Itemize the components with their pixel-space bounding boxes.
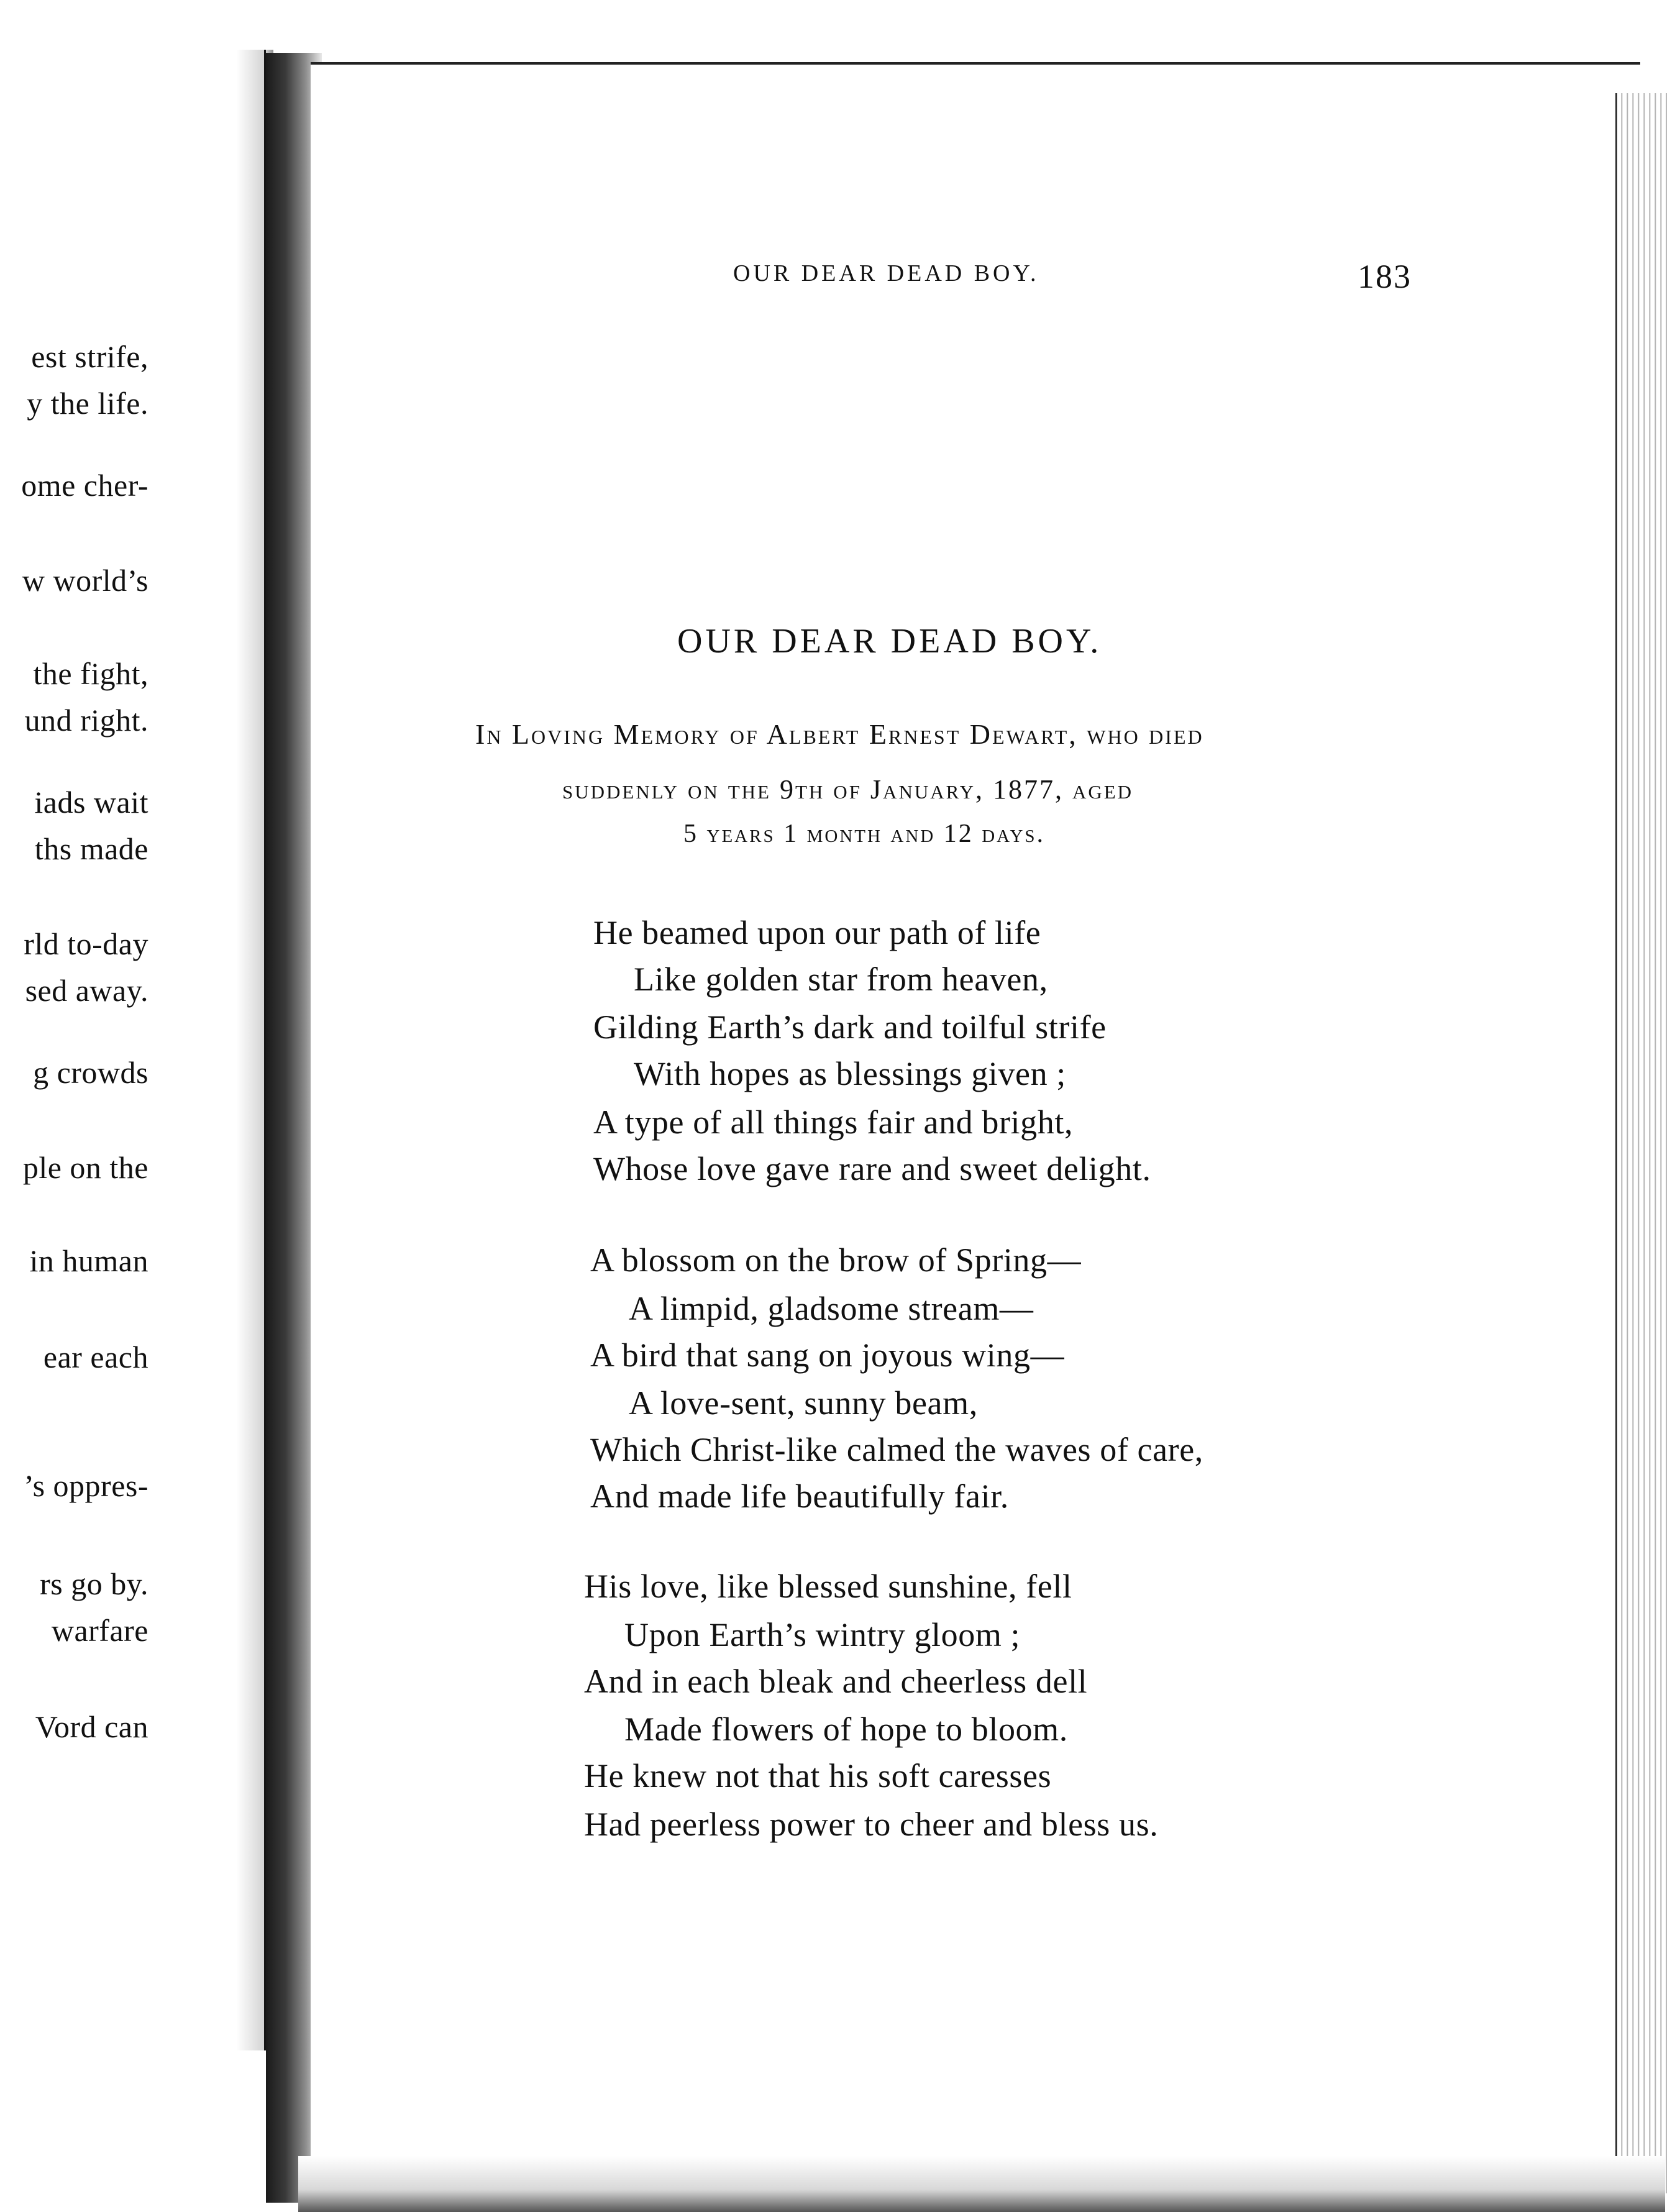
dedication-line: suddenly on the 9th of January, 1877, aged <box>562 774 1134 805</box>
left-line: ths made <box>34 831 148 866</box>
left-line: w world’s <box>22 563 148 598</box>
verse-line: Made flowers of hope to bloom. <box>624 1711 1068 1748</box>
verse-line: A limpid, gladsome stream— <box>629 1290 1034 1327</box>
page-edges-bottom <box>298 2156 1665 2212</box>
left-line: the fight, <box>33 656 148 691</box>
verse-line: Had peerless power to cheer and bless us. <box>584 1806 1159 1843</box>
dedication-line: 5 years 1 month and 12 days. <box>683 820 1046 848</box>
left-line: warfare <box>51 1613 148 1648</box>
verse-line: And made life beautifully fair. <box>590 1478 1009 1515</box>
left-line: ear each <box>43 1340 148 1374</box>
left-line: g crowds <box>33 1055 148 1090</box>
page-number: 183 <box>1358 258 1412 295</box>
verse-line: And in each bleak and cheerless dell <box>584 1663 1088 1700</box>
verse-line: With hopes as blessings given ; <box>634 1055 1066 1092</box>
verse-line: A blossom on the brow of Spring— <box>590 1241 1082 1279</box>
left-line: rld to-day <box>24 926 148 961</box>
verse-line: Which Christ-like calmed the waves of care, <box>590 1431 1203 1468</box>
verse-line: Gilding Earth’s dark and toilful strife <box>593 1008 1107 1046</box>
verse-line: Upon Earth’s wintry gloom ; <box>624 1616 1021 1653</box>
verse-line: He knew not that his soft caresses <box>584 1757 1052 1794</box>
left-line: ome cher- <box>21 468 148 503</box>
verse-line: His love, like blessed sunshine, fell <box>584 1568 1072 1605</box>
verse-line: A love-sent, sunny beam, <box>629 1384 978 1422</box>
left-line: in human <box>29 1243 148 1278</box>
verse-line: A bird that sang on joyous wing— <box>590 1337 1065 1374</box>
running-head: OUR DEAR DEAD BOY. <box>733 260 1039 286</box>
verse-line: A type of all things fair and bright, <box>593 1104 1074 1141</box>
left-line: y the life. <box>27 386 148 421</box>
dedication-line: In Loving Memory of Albert Ernest Dewart, who died <box>475 718 1204 750</box>
left-line: ple on the <box>22 1150 148 1185</box>
left-line: sed away. <box>25 973 148 1008</box>
left-line: und right. <box>24 703 148 738</box>
verse-line: Like golden star from heaven, <box>634 961 1048 998</box>
verse-line: He beamed upon our path of life <box>593 914 1041 951</box>
left-line: ’s oppres- <box>24 1468 148 1503</box>
poem-title: OUR DEAR DEAD BOY. <box>677 622 1102 660</box>
left-line: iads wait <box>34 785 148 820</box>
left-line: rs go by. <box>40 1566 148 1601</box>
verse-line: Whose love gave rare and sweet delight. <box>593 1150 1151 1187</box>
left-line: Vord can <box>35 1709 148 1744</box>
left-line: est strife, <box>31 339 148 374</box>
page-edges-right <box>1615 93 1667 2193</box>
